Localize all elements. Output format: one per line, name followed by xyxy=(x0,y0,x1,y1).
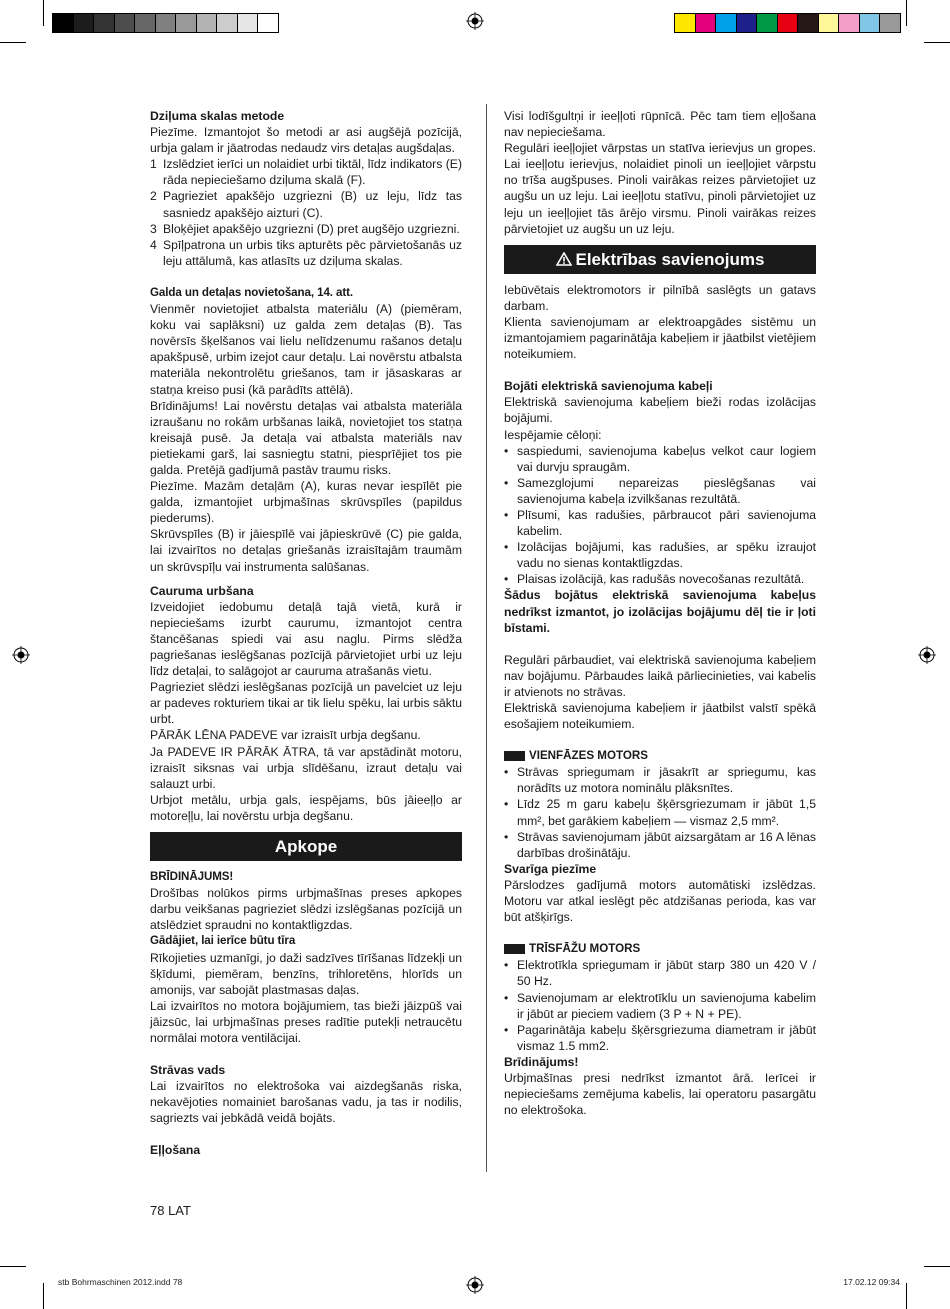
paragraph: Vienmēr novietojiet atbalsta materiālu (A) (piemēram, koku vai saplāksni) uz galda zem detaļas (B). Tas novērsīs šķelšanos vai lielu nelīdzenumu rašanos detaļu apakšpusē, urbim izejot caur detaļu. Lai novērstu atbalsta materiāla nekontrolētu griešanos, tam ir jāsaskaras ar statņa kreiso pusi (kā parādīts attēlā). xyxy=(150,302,462,397)
section-heading: Gādājiet, lai ierīce būtu tīra xyxy=(150,934,296,948)
crop-mark xyxy=(43,0,44,26)
color-swatch xyxy=(756,13,778,33)
paragraph: Iebūvētais elektromotors ir pilnībā saslēgts un gatavs darbam. xyxy=(504,282,816,313)
paragraph: Urbjmašīnas presi nedrīkst izmantot ārā. Ierīcei ir nepieciešams zemējuma kabelis, lai operatoru pasargātu no elektrošoka. xyxy=(504,1070,816,1118)
warning-heading: BRĪDINĀJUMS! xyxy=(150,870,234,884)
crop-mark xyxy=(0,42,26,43)
three-phase-list xyxy=(504,957,816,1054)
color-swatch xyxy=(736,13,758,33)
list-item: • Samezglojumi nepareizas pieslēgšanas vai savienojuma kabeļa izvilkšanas rezultātā. xyxy=(504,475,816,506)
paragraph: Pagrieziet slēdzi ieslēgšanas pozīcijā un pavelciet uz leju ar padeves rokturiem tikai ar tik lielu spēku, lai urbis sāktu urbt. xyxy=(150,680,462,727)
causes-list xyxy=(504,443,816,588)
color-swatch xyxy=(797,13,819,33)
list-item: • saspiedumi, savienojuma kabeļus velkot caur logiem vai durvju spraugām. xyxy=(504,443,816,474)
paragraph: Ja PADEVE IR PĀRĀK ĀTRA, tā var apstādināt motoru, izraisīt siksnas vai urbja slīdēšanu, izraut detaļu vai salauzt urbi. xyxy=(150,744,462,791)
column-divider xyxy=(486,104,487,1172)
registration-mark-icon xyxy=(12,646,30,664)
paragraph: Drošības nolūkos pirms urbjmašīnas preses apkopes darbu veikšanas pagrieziet slēdzi izslēgšanas pozīcijā un atslēdziet spraudni no kontaktligzdas. xyxy=(150,886,462,933)
list-item: • Līdz 25 m garu kabeļu šķērsgriezumam ir jābūt 1,5 mm², bet garākiem kabeļiem — vismaz 2,5 mm². xyxy=(504,797,816,828)
paragraph: Lai izvairītos no motora bojājumiem, tas bieži jāizpūš vai jāizsūc, lai urbjmašīnas preses radītie putekļi netraucētu normālai motora ventilācijai. xyxy=(150,998,462,1045)
color-swatch xyxy=(859,13,881,33)
gray-swatch xyxy=(155,13,177,33)
list-item: • Strāvas savienojumam jābūt aizsargātam ar 16 A lēnas darbības drošinātāju. xyxy=(504,829,816,860)
paragraph: PĀRĀK LĒNA PADEVE var izraisīt urbja degšanu. xyxy=(150,728,421,743)
paragraph: Skrūvspīles (B) ir jāiespīlē vai jāpieskrūvē (C) pie galda, lai izvairītos no detaļas griešanās izraisītajām traumām un skrūvspīļu vai instrumenta salūšanas. xyxy=(150,527,462,574)
section-heading: Strāvas vads xyxy=(150,1063,226,1078)
right-column xyxy=(504,108,816,1118)
gray-swatch xyxy=(175,13,197,33)
heading-marker-icon xyxy=(504,944,525,954)
paragraph: Regulāri pārbaudiet, vai elektriskā savienojuma kabeļiem nav bojājumu. Pārbaudes laikā pārliecinieties, vai kabelis ir atvienots no strāvas. xyxy=(504,652,816,699)
section-heading: Svarīga piezīme xyxy=(504,861,597,876)
registration-mark-icon xyxy=(466,12,484,30)
paragraph: Urbjot metālu, urbja gals, iespējams, būs jāieeļļo ar motoreļļu, lai novērstu urbja degšanu. xyxy=(150,792,462,823)
list-item: 1 Izslēdziet ierīci un nolaidiet urbi tiktāl, līdz indikators (E) rāda nepieciešamo dziļuma skalā (F). xyxy=(150,157,462,188)
color-swatch xyxy=(715,13,737,33)
steps-list xyxy=(150,156,462,269)
section-bar-maintenance: Apkope xyxy=(150,832,462,861)
color-swatch xyxy=(674,13,696,33)
list-item: • Pagarinātāja kabeļu šķērsgriezuma diametram ir jābūt vismaz 1.5 mm2. xyxy=(504,1022,816,1053)
gray-swatch xyxy=(73,13,95,33)
crop-mark xyxy=(43,1283,44,1309)
warning-triangle-icon xyxy=(556,252,572,266)
paragraph: Izveidojiet iedobumu detaļā tajā vietā, kurā ir nepieciešams izurbt caurumu, izmantojot centra štancēšanas spiedi vai asu naglu. Pirms slēdža pagriešanas ieslēgšanas pozīcijā pārvietojiet urbi uz leju līdz detaļai, to salāgojot ar cauruma atrašanās vietu. xyxy=(150,599,462,679)
section-bar-electrical xyxy=(504,245,816,274)
list-item: 4 Spīļpatrona un urbis tiks apturēts pēc pārvietošanās uz leju attālumā, kas atlasīts uz dziļuma skalas. xyxy=(150,237,462,268)
crop-mark xyxy=(0,1266,26,1267)
gray-swatch xyxy=(134,13,156,33)
list-item: • Elektrotīkla spriegumam ir jābūt starp 380 un 420 V / 50 Hz. xyxy=(504,958,816,989)
crop-mark xyxy=(906,1283,907,1309)
paragraph: Elektriskā savienojuma kabeļiem ir jāatbilst valstī spēkā esošajiem noteikumiem. xyxy=(504,701,816,732)
gray-swatch xyxy=(114,13,136,33)
paragraph: Visi lodīšgultņi ir ieeļļoti rūpnīcā. Pēc tam tiem eļļošana nav nepieciešama. xyxy=(504,109,816,140)
section-bar-title: Elektrības savienojums xyxy=(575,249,765,269)
gray-swatch xyxy=(196,13,218,33)
color-swatch xyxy=(695,13,717,33)
list-item: 2 Pagrieziet apakšējo uzgriezni (B) uz leju, līdz tas sasniedz apakšējo aizturi (C). xyxy=(150,189,462,220)
paragraph: Brīdinājums! Lai novērstu detaļas vai atbalsta materiāla izraušanu no rokām urbšanas laikā, novietojiet tos statņa kreisajā pusē. Ja detaļa vai atbalsta materiāls nav pietiekami garš, lai sasniegtu statni, piesprīējiet tos pie galda. Pretējā gadījumā pastāv traumu risks. xyxy=(150,398,462,477)
paragraph: Lai izvairītos no elektrošoka vai aizdegšanās riska, nekavējoties nomainiet barošanas vadu, ja tas ir nodilis, sagriezts vai jebkādā veidā bojāts. xyxy=(150,1079,462,1126)
footer-file: stb Bohrmaschinen 2012.indd 78 xyxy=(58,1277,183,1287)
list-item: 3 Bloķējiet apakšējo uzgriezni (D) pret augšējo uzgriezni. xyxy=(150,221,460,236)
list-item: • Plīsumi, kas radušies, pārbraucot pāri savienojuma kabelim. xyxy=(504,507,816,539)
single-phase-list xyxy=(504,764,816,861)
color-swatch xyxy=(777,13,799,33)
paragraph: Klienta savienojumam ar elektroapgādes sistēmu un izmantojamiem pagarinātāja kabeļiem ir jāatbilst vietējiem noteikumiem. xyxy=(504,314,816,362)
crop-mark xyxy=(924,1266,950,1267)
color-swatch xyxy=(818,13,840,33)
crop-mark xyxy=(906,0,907,26)
crop-mark xyxy=(924,42,950,43)
paragraph: Elektriskā savienojuma kabeļiem bieži rodas izolācijas bojājumi. xyxy=(504,395,816,426)
gray-swatch xyxy=(216,13,238,33)
gray-swatch xyxy=(93,13,115,33)
registration-mark-icon xyxy=(466,1276,484,1294)
gray-swatch xyxy=(237,13,259,33)
list-item: • Strāvas spriegumam ir jāsakrīt ar spriegumu, kas norādīts uz motora nominālu plāksnītes. xyxy=(504,765,816,796)
paragraph: Rīkojieties uzmanīgi, jo daži sadzīves tīrīšanas līdzekļi un šķīdumi, piemēram, benzīns, trihloretēns, hlorīds un amonijs, var sabojāt plastmasas daļas. xyxy=(150,950,462,997)
subsection-heading: TRĪSFĀŽU MOTORS xyxy=(504,941,816,957)
heading-marker-icon xyxy=(504,751,525,761)
paragraph: Piezīme. Mazām detaļām (A), kuras nevar iespīlēt pie galda, izmantojiet urbjmašīnas skrūvspīles (papildus piederums). xyxy=(150,479,462,526)
section-heading: Eļļošana xyxy=(150,1143,201,1158)
footer-date: 17.02.12 09:34 xyxy=(843,1277,900,1287)
warning-paragraph: Šādus bojātus elektriskā savienojuma kabeļus nedrīkst izmantot, jo izolācijas bojājumu dēļ tie ir ļoti bīstami. xyxy=(504,588,816,635)
color-swatch xyxy=(838,13,860,33)
gray-swatch xyxy=(257,13,279,33)
subsection-heading: VIENFĀZES MOTORS xyxy=(504,748,816,764)
gray-swatch xyxy=(52,13,74,33)
warning-heading: Brīdinājums! xyxy=(504,1054,579,1069)
list-item: • Plaisas izolācijā, kas radušās novecošanas rezultātā. xyxy=(504,572,805,587)
registration-mark-icon xyxy=(918,646,936,664)
paragraph: Iespējamie cēloņi: xyxy=(504,427,602,442)
section-heading: Dziļuma skalas metode xyxy=(150,109,285,123)
paragraph: Pārslodzes gadījumā motors automātiski izslēdzas. Motoru var atkal ieslēgt pēc atdzišanas perioda, kas var būt atšķirīgs. xyxy=(504,877,816,925)
paragraph: Regulāri ieeļļojiet vārpstas un statīva ierievjus un gropes. Lai ieeļļotu ierievjus, nolaidiet pinoli un ieeļļojiet vārpstu no trīša augšpuses. Pinoli vairākas reizes pārvietojiet uz augšu un uz leju. Lai ieeļļotu statīvu, pinoli pārvietojiet uz leju un ieeļļojiet tās ārējo virsmu. Pinoli vairākas reizes pārvietojiet uz augšu un uz leju. xyxy=(504,141,816,236)
left-column xyxy=(150,108,462,1159)
page-number: 78 LAT xyxy=(150,1203,191,1218)
list-item: • Izolācijas bojājumi, kas radušies, ar spēku izraujot vadu no sienas kontaktligzdas. xyxy=(504,540,816,571)
section-heading: Cauruma urbšana xyxy=(150,583,254,598)
color-swatch xyxy=(879,13,901,33)
section-heading: Bojāti elektriskā savienojuma kabeļi xyxy=(504,379,713,394)
paragraph: Piezīme. Izmantojot šo metodi ar asi augšējā pozīcijā, urbja galam ir jāatrodas nedaudz virs detaļas augšdaļas. xyxy=(150,125,462,156)
section-heading: Galda un detaļas novietošana, 14. att. xyxy=(150,285,354,299)
list-item: • Savienojumam ar elektrotīklu un savienojuma kabelim ir jābūt ar pieciem vadiem (3 P + N + PE). xyxy=(504,990,816,1021)
